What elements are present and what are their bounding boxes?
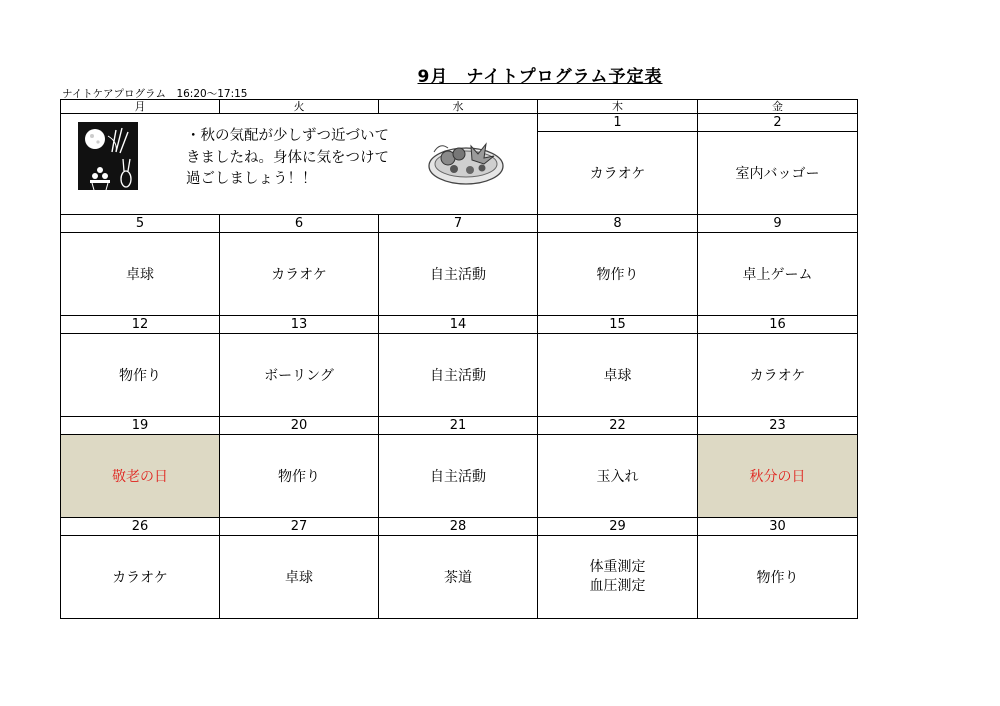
date-cell: 20 [220, 417, 379, 435]
event-cell: 物作り [538, 233, 698, 316]
event-cell: カラオケ [220, 233, 379, 316]
date-row [61, 518, 858, 536]
intro-line: ・秋の気配が少しずつ近づいて [186, 128, 389, 144]
date-cell: 21 [379, 417, 538, 435]
event-cell: カラオケ [61, 536, 220, 619]
event-line: 体重測定 [589, 559, 646, 575]
program-time: ナイトケアプログラム 16:20～17:15 [62, 88, 248, 100]
holiday-cell: 敬老の日 [61, 435, 220, 518]
date-row [61, 215, 858, 233]
date-cell: 15 [538, 316, 698, 334]
event-cell: 卓上ゲーム [698, 233, 858, 316]
date-cell: 6 [220, 215, 379, 233]
date-cell: 23 [698, 417, 858, 435]
date-cell: 7 [379, 215, 538, 233]
intro-message [186, 126, 416, 191]
date-cell: 13 [220, 316, 379, 334]
date-cell: 19 [61, 417, 220, 435]
page-title: 9月 ナイトプログラム予定表 [417, 67, 663, 87]
date-cell: 8 [538, 215, 698, 233]
event-cell: 卓球 [538, 334, 698, 417]
event-cell: 卓球 [220, 536, 379, 619]
date-cell: 28 [379, 518, 538, 536]
date-cell: 29 [538, 518, 698, 536]
holiday-cell: 秋分の日 [698, 435, 858, 518]
event-cell: 自主活動 [379, 334, 538, 417]
event-cell: 自主活動 [379, 233, 538, 316]
date-row [61, 417, 858, 435]
event-cell: 茶道 [379, 536, 538, 619]
date-cell: 30 [698, 518, 858, 536]
intro-cell [61, 114, 538, 215]
weekday-mon: 月 [61, 100, 220, 114]
date-cell: 2 [698, 114, 858, 132]
calendar-table [60, 99, 858, 619]
weekday-thu: 木 [538, 100, 698, 114]
event-cell: 自主活動 [379, 435, 538, 518]
event-cell: 物作り [61, 334, 220, 417]
event-row [61, 334, 858, 417]
date-cell: 26 [61, 518, 220, 536]
weekday-fri: 金 [698, 100, 858, 114]
moon-viewing-icon [78, 122, 138, 190]
event-cell: 玉入れ [538, 435, 698, 518]
event-row [61, 435, 858, 518]
date-cell: 12 [61, 316, 220, 334]
autumn-food-icon [426, 132, 506, 186]
date-cell: 9 [698, 215, 858, 233]
date-cell: 16 [698, 316, 858, 334]
event-cell: 卓球 [61, 233, 220, 316]
event-cell [538, 536, 698, 619]
intro-line: きましたね。身体に気をつけて [186, 149, 389, 166]
date-row [61, 114, 858, 132]
date-row [61, 316, 858, 334]
event-row [61, 536, 858, 619]
weekday-wed: 水 [379, 100, 538, 114]
event-cell: カラオケ [698, 334, 858, 417]
date-cell: 1 [538, 114, 698, 132]
event-cell: ボーリング [220, 334, 379, 417]
weekday-tue: 火 [220, 100, 379, 114]
event-cell: 室内バッゴー [698, 132, 858, 215]
event-cell: 物作り [698, 536, 858, 619]
event-cell: カラオケ [538, 132, 698, 215]
event-line: 血圧測定 [589, 578, 646, 594]
date-cell: 5 [61, 215, 220, 233]
date-cell: 22 [538, 417, 698, 435]
date-cell: 14 [379, 316, 538, 334]
date-cell: 27 [220, 518, 379, 536]
intro-line: 過ごしましょう！！ [186, 171, 317, 187]
event-row [61, 233, 858, 316]
weekday-header-row [61, 100, 858, 114]
event-cell: 物作り [220, 435, 379, 518]
